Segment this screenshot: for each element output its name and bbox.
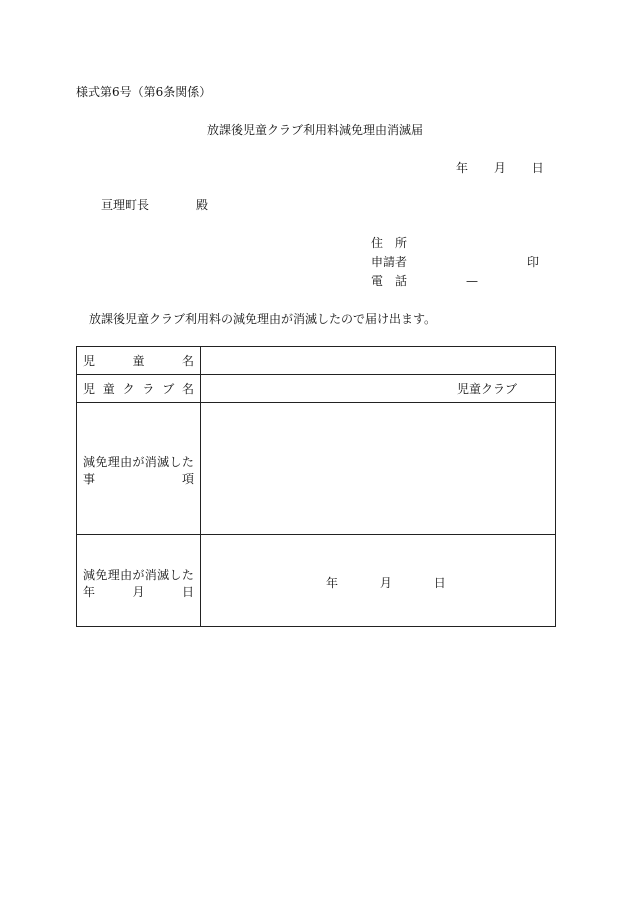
label-char: 減 <box>83 455 96 469</box>
label-char: 童 <box>132 354 145 368</box>
child-name-value-cell[interactable] <box>201 347 555 374</box>
submit-date <box>456 162 544 174</box>
label-char: し <box>169 568 182 582</box>
submit-date-day: 日 <box>531 161 544 175</box>
label-char: 理 <box>107 455 120 469</box>
row-reason-matter <box>77 403 555 535</box>
label-char: 童 <box>102 382 115 396</box>
label-char: 理 <box>107 568 120 582</box>
reason-date-year: 年 <box>326 576 339 590</box>
label-char: が <box>132 455 145 469</box>
label-char: た <box>181 455 194 469</box>
label-char: 消 <box>144 568 157 582</box>
form-number: 様式第6号（第6条関係） <box>76 85 212 99</box>
reason-value-cell[interactable] <box>201 403 555 534</box>
label-char: 月 <box>132 585 145 599</box>
club-name-label <box>83 383 194 395</box>
date-label-line2 <box>83 586 194 598</box>
label-char: 滅 <box>157 568 170 582</box>
row-club-name <box>77 375 555 403</box>
submit-date-year: 年 <box>456 161 469 175</box>
label-char: 免 <box>95 568 108 582</box>
label-char: 減 <box>83 568 96 582</box>
address-label: 住 所 <box>371 236 408 250</box>
reason-date-value <box>326 577 446 589</box>
reason-label-line2 <box>83 473 194 485</box>
row-reason-date <box>77 535 555 626</box>
seal-mark: 印 <box>527 255 540 269</box>
label-char: が <box>132 568 145 582</box>
date-value-cell[interactable] <box>201 535 555 626</box>
reason-label-cell <box>77 403 201 534</box>
club-name-value-cell[interactable] <box>201 375 555 402</box>
child-name-label <box>83 355 194 367</box>
label-char: 免 <box>95 455 108 469</box>
addressee-name: 亘理町長 <box>101 198 150 212</box>
page-title: 放課後児童クラブ利用料減免理由消滅届 <box>207 123 424 137</box>
reason-date-day: 日 <box>433 576 446 590</box>
date-label-cell <box>77 535 201 626</box>
date-label-line1 <box>83 569 194 581</box>
applicant-label: 申請者 <box>371 255 408 269</box>
phone-dash: — <box>466 274 478 288</box>
club-name-suffix: 児童クラブ <box>457 382 518 396</box>
label-char: 事 <box>83 472 96 486</box>
label-char: 滅 <box>157 455 170 469</box>
addressee-honorific: 殿 <box>196 198 209 212</box>
label-char: 日 <box>181 585 194 599</box>
label-char: 項 <box>181 472 194 486</box>
label-char: 消 <box>144 455 157 469</box>
label-char: ブ <box>162 382 175 396</box>
phone-label: 電 話 <box>371 274 408 288</box>
label-char: た <box>181 568 194 582</box>
label-char: 児 <box>83 382 96 396</box>
label-char: 由 <box>120 568 133 582</box>
label-char: ク <box>122 382 135 396</box>
label-char: 年 <box>83 585 96 599</box>
label-char: 児 <box>83 354 96 368</box>
reason-label-line1 <box>83 456 194 468</box>
club-name-label-cell <box>77 375 201 402</box>
reason-date-month: 月 <box>379 576 392 590</box>
label-char: ラ <box>142 382 155 396</box>
label-char: 由 <box>120 455 133 469</box>
submit-date-month: 月 <box>493 161 506 175</box>
label-char: し <box>169 455 182 469</box>
row-child-name <box>77 347 555 375</box>
label-char: 名 <box>181 382 194 396</box>
form-table <box>76 346 556 627</box>
statement-text: 放課後児童クラブ利用料の減免理由が消滅したので届け出ます。 <box>89 312 437 326</box>
label-char: 名 <box>181 354 194 368</box>
child-name-label-cell <box>77 347 201 374</box>
